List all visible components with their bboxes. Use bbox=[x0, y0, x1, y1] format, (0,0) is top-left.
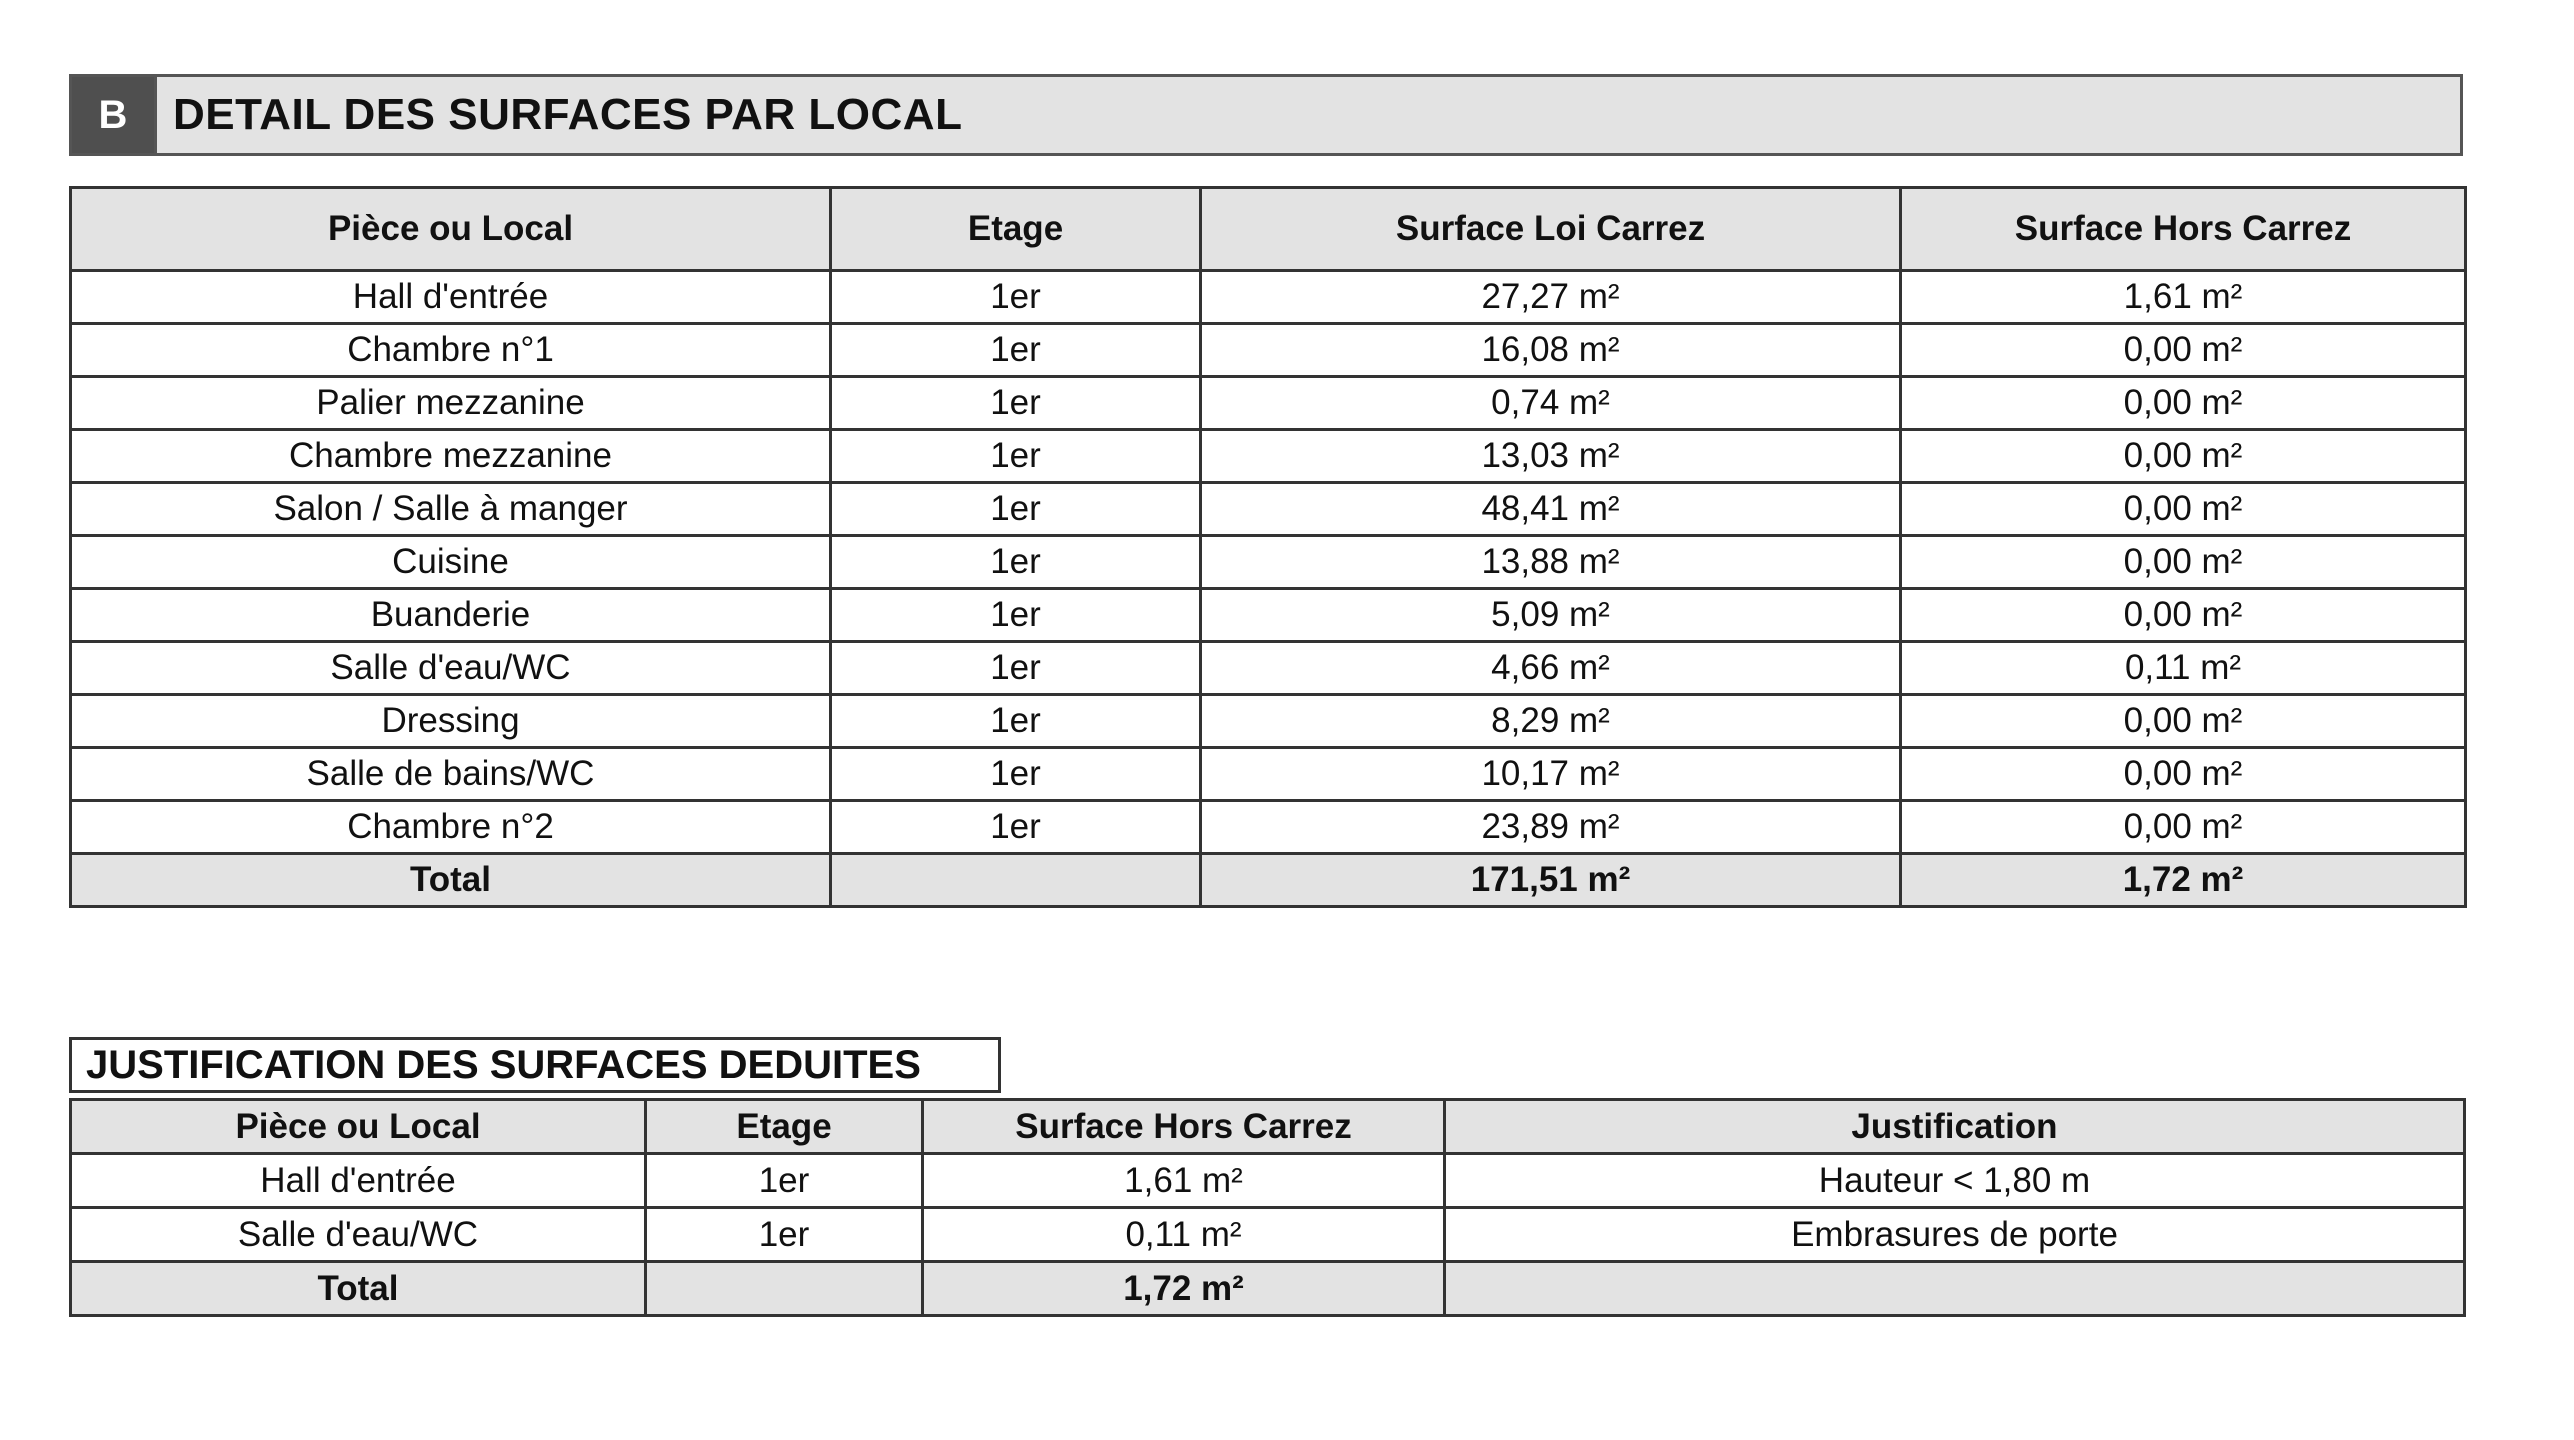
table-row bbox=[71, 589, 2466, 642]
cell-surface-loi-carrez: 4,66 m² bbox=[1201, 642, 1901, 695]
cell-surface-hors-carrez: 0,11 m² bbox=[923, 1208, 1445, 1262]
total-row bbox=[71, 1262, 2465, 1316]
cell-surface-loi-carrez: 10,17 m² bbox=[1201, 748, 1901, 801]
cell-etage: 1er bbox=[646, 1154, 923, 1208]
cell-justification: Embrasures de porte bbox=[1445, 1208, 2465, 1262]
total-label: Total bbox=[71, 854, 831, 907]
cell-piece: Hall d'entrée bbox=[71, 1154, 646, 1208]
cell-surface-hors-carrez: 0,11 m² bbox=[1901, 642, 2466, 695]
cell-surface-hors-carrez: 0,00 m² bbox=[1901, 695, 2466, 748]
cell-etage: 1er bbox=[831, 377, 1201, 430]
section-title: DETAIL DES SURFACES PAR LOCAL bbox=[173, 90, 963, 139]
column-header-piece: Pièce ou Local bbox=[71, 1100, 646, 1154]
cell-surface-loi-carrez: 0,74 m² bbox=[1201, 377, 1901, 430]
total-etage bbox=[831, 854, 1201, 907]
column-header-justification: Justification bbox=[1445, 1100, 2465, 1154]
cell-surface-loi-carrez: 48,41 m² bbox=[1201, 483, 1901, 536]
table-row bbox=[71, 1154, 2465, 1208]
cell-piece: Dressing bbox=[71, 695, 831, 748]
cell-piece: Salle d'eau/WC bbox=[71, 642, 831, 695]
cell-etage: 1er bbox=[831, 642, 1201, 695]
table-row bbox=[71, 801, 2466, 854]
cell-piece: Hall d'entrée bbox=[71, 271, 831, 324]
cell-piece: Chambre mezzanine bbox=[71, 430, 831, 483]
cell-piece: Salon / Salle à manger bbox=[71, 483, 831, 536]
cell-etage: 1er bbox=[831, 589, 1201, 642]
cell-etage: 1er bbox=[831, 430, 1201, 483]
cell-piece: Buanderie bbox=[71, 589, 831, 642]
cell-surface-hors-carrez: 0,00 m² bbox=[1901, 483, 2466, 536]
column-header-etage: Etage bbox=[831, 188, 1201, 271]
table-row bbox=[71, 483, 2466, 536]
total-row bbox=[71, 854, 2466, 907]
cell-surface-hors-carrez: 0,00 m² bbox=[1901, 430, 2466, 483]
column-header-surface-hors-carrez: Surface Hors Carrez bbox=[1901, 188, 2466, 271]
table-row bbox=[71, 748, 2466, 801]
total-surface-hors-carrez: 1,72 m² bbox=[923, 1262, 1445, 1316]
cell-piece: Salle de bains/WC bbox=[71, 748, 831, 801]
table-row bbox=[71, 1208, 2465, 1262]
cell-surface-hors-carrez: 0,00 m² bbox=[1901, 536, 2466, 589]
cell-surface-hors-carrez: 0,00 m² bbox=[1901, 801, 2466, 854]
table-row bbox=[71, 271, 2466, 324]
section-header bbox=[69, 74, 2463, 156]
cell-piece: Palier mezzanine bbox=[71, 377, 831, 430]
detail-surfaces-table bbox=[69, 186, 2467, 908]
cell-etage: 1er bbox=[831, 324, 1201, 377]
column-header-piece: Pièce ou Local bbox=[71, 188, 831, 271]
table-header-row bbox=[71, 1100, 2465, 1154]
total-label: Total bbox=[71, 1262, 646, 1316]
cell-surface-loi-carrez: 13,03 m² bbox=[1201, 430, 1901, 483]
justification-title: JUSTIFICATION DES SURFACES DEDUITES bbox=[69, 1037, 1001, 1093]
cell-surface-hors-carrez: 0,00 m² bbox=[1901, 324, 2466, 377]
cell-surface-loi-carrez: 5,09 m² bbox=[1201, 589, 1901, 642]
cell-justification: Hauteur < 1,80 m bbox=[1445, 1154, 2465, 1208]
total-surface-hors-carrez: 1,72 m² bbox=[1901, 854, 2466, 907]
cell-etage: 1er bbox=[831, 483, 1201, 536]
cell-surface-hors-carrez: 0,00 m² bbox=[1901, 748, 2466, 801]
cell-piece: Chambre n°2 bbox=[71, 801, 831, 854]
table-row bbox=[71, 642, 2466, 695]
table-row bbox=[71, 536, 2466, 589]
justification-table bbox=[69, 1098, 2466, 1317]
column-header-surface-loi-carrez: Surface Loi Carrez bbox=[1201, 188, 1901, 271]
cell-etage: 1er bbox=[831, 536, 1201, 589]
cell-etage: 1er bbox=[646, 1208, 923, 1262]
table-row bbox=[71, 695, 2466, 748]
column-header-etage: Etage bbox=[646, 1100, 923, 1154]
cell-piece: Cuisine bbox=[71, 536, 831, 589]
section-letter-badge: B bbox=[72, 77, 157, 153]
column-header-surface-hors-carrez: Surface Hors Carrez bbox=[923, 1100, 1445, 1154]
total-etage bbox=[646, 1262, 923, 1316]
cell-etage: 1er bbox=[831, 271, 1201, 324]
cell-piece: Salle d'eau/WC bbox=[71, 1208, 646, 1262]
cell-etage: 1er bbox=[831, 801, 1201, 854]
cell-surface-loi-carrez: 16,08 m² bbox=[1201, 324, 1901, 377]
cell-surface-loi-carrez: 8,29 m² bbox=[1201, 695, 1901, 748]
cell-piece: Chambre n°1 bbox=[71, 324, 831, 377]
cell-etage: 1er bbox=[831, 695, 1201, 748]
table-row bbox=[71, 430, 2466, 483]
total-surface-loi-carrez: 171,51 m² bbox=[1201, 854, 1901, 907]
cell-surface-hors-carrez: 0,00 m² bbox=[1901, 377, 2466, 430]
cell-surface-loi-carrez: 27,27 m² bbox=[1201, 271, 1901, 324]
cell-surface-hors-carrez: 0,00 m² bbox=[1901, 589, 2466, 642]
table-header-row bbox=[71, 188, 2466, 271]
cell-surface-hors-carrez: 1,61 m² bbox=[1901, 271, 2466, 324]
table-row bbox=[71, 324, 2466, 377]
table-row bbox=[71, 377, 2466, 430]
cell-surface-hors-carrez: 1,61 m² bbox=[923, 1154, 1445, 1208]
cell-surface-loi-carrez: 13,88 m² bbox=[1201, 536, 1901, 589]
total-justification bbox=[1445, 1262, 2465, 1316]
cell-surface-loi-carrez: 23,89 m² bbox=[1201, 801, 1901, 854]
cell-etage: 1er bbox=[831, 748, 1201, 801]
